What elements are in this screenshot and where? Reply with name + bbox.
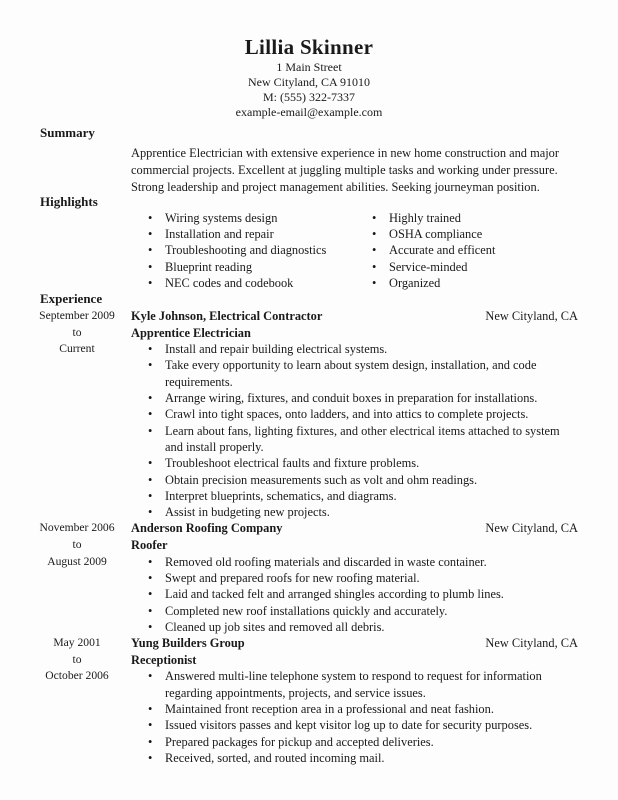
job-bullet: • Issued visitors passes and kept visitor log up to date for security purposes. [148, 717, 578, 733]
highlight-item: • Wiring systems design [148, 210, 326, 226]
job-date-separator: to [72, 538, 82, 552]
job-header [131, 635, 578, 652]
job-dates [30, 635, 124, 766]
job-start-date: November 2006 [39, 521, 115, 535]
job-details [131, 308, 578, 520]
job-role: Apprentice Electrician [131, 325, 251, 340]
job-bullets [148, 668, 578, 766]
job-bullet: • Obtain precision measurements such as volt and ohm readings. [148, 472, 578, 488]
job-company: Yung Builders Group [131, 636, 245, 651]
job-bullet: • Laid and tacked felt and arranged shingles according to plumb lines. [148, 586, 578, 602]
highlight-item: • NEC codes and codebook [148, 275, 326, 291]
highlight-item: • Installation and repair [148, 226, 326, 242]
summary-heading: Summary [40, 125, 95, 140]
experience-heading: Experience [40, 291, 103, 306]
job-bullet: • Arrange wiring, fixtures, and conduit boxes in preparation for installations. [148, 390, 578, 406]
highlights-column-2 [372, 210, 495, 291]
job-entry [0, 635, 618, 766]
job-start-date: May 2001 [53, 636, 101, 650]
job-bullet: • Cleaned up job sites and removed all debris. [148, 619, 578, 635]
job-dates [30, 520, 124, 635]
job-bullets [148, 341, 578, 520]
summary-text [131, 145, 591, 196]
highlight-item: • OSHA compliance [372, 226, 495, 242]
highlight-item: • Troubleshooting and diagnostics [148, 242, 326, 258]
candidate-name: Lillia Skinner [244, 35, 374, 59]
job-details [131, 635, 578, 766]
highlight-item: • Accurate and efficent [372, 242, 495, 258]
summary-line: Strong leadership and project management abilities. Seeking journeyman position. [131, 180, 540, 194]
job-bullet: • Install and repair building electrical systems. [148, 341, 578, 357]
job-details [131, 520, 578, 635]
job-bullet: • Prepared packages for pickup and accepted deliveries. [148, 734, 578, 750]
job-bullet: • Troubleshoot electrical faults and fixture problems. [148, 455, 578, 471]
phone: M: (555) 322-7337 [263, 90, 355, 104]
job-entry [0, 308, 618, 520]
email: example-email@example.com [235, 105, 383, 119]
experience-list [0, 308, 618, 766]
job-end-date: October 2006 [45, 669, 109, 683]
job-company: Anderson Roofing Company [131, 521, 283, 536]
job-start-date: September 2009 [39, 309, 115, 322]
job-bullet: • Swept and prepared roofs for new roofing material. [148, 570, 578, 586]
job-dates [30, 308, 124, 520]
highlight-item: • Blueprint reading [148, 259, 326, 275]
job-company: Kyle Johnson, Electrical Contractor [131, 309, 323, 323]
job-bullet: • Assist in budgeting new projects. [148, 504, 578, 520]
job-bullet: • Interpret blueprints, schematics, and diagrams. [148, 488, 578, 504]
address: 1 Main Street [276, 60, 342, 74]
highlights-column-1 [148, 210, 326, 291]
resume-header [0, 34, 618, 120]
job-header [131, 308, 578, 325]
highlight-item: • Service-minded [372, 259, 495, 275]
job-header [131, 520, 578, 537]
job-location: New Cityland, CA [485, 309, 578, 323]
job-bullets [148, 554, 578, 635]
job-bullet: • Take every opportunity to learn about system design, installation, and code requirements. [148, 357, 578, 390]
highlights-heading: Highlights [40, 194, 98, 209]
highlight-item: • Organized [372, 275, 495, 291]
job-entry [0, 520, 618, 635]
summary-line: commercial projects. Excellent at juggling multiple tasks and working under pressure. [131, 163, 558, 177]
job-bullet: • Maintained front reception area in a professional and neat fashion. [148, 701, 578, 717]
job-location: New Cityland, CA [485, 636, 578, 651]
job-end-date: August 2009 [47, 554, 107, 568]
job-role: Roofer [131, 538, 168, 553]
job-bullet: • Removed old roofing materials and discarded in waste container. [148, 554, 578, 570]
job-bullet: • Crawl into tight spaces, onto ladders, and into attics to complete projects. [148, 406, 578, 422]
job-bullet: • Answered multi-line telephone system to respond to request for information regarding appointments, projects, and service issues. [148, 668, 578, 701]
job-date-separator: to [72, 652, 82, 666]
summary-line: Apprentice Electrician with extensive experience in new home construction and major [131, 146, 560, 160]
city: New Cityland, CA 91010 [248, 75, 370, 89]
job-date-separator: to [72, 325, 82, 339]
job-bullet: • Learn about fans, lighting fixtures, and other electrical items attached to system and install properly. [148, 423, 578, 456]
highlight-item: • Highly trained [372, 210, 495, 226]
job-location: New Cityland, CA [485, 521, 578, 536]
job-end-date: Current [59, 342, 95, 356]
job-bullet: • Received, sorted, and routed incoming mail. [148, 750, 578, 766]
job-bullet: • Completed new roof installations quickly and accurately. [148, 603, 578, 619]
job-role: Receptionist [131, 652, 197, 667]
